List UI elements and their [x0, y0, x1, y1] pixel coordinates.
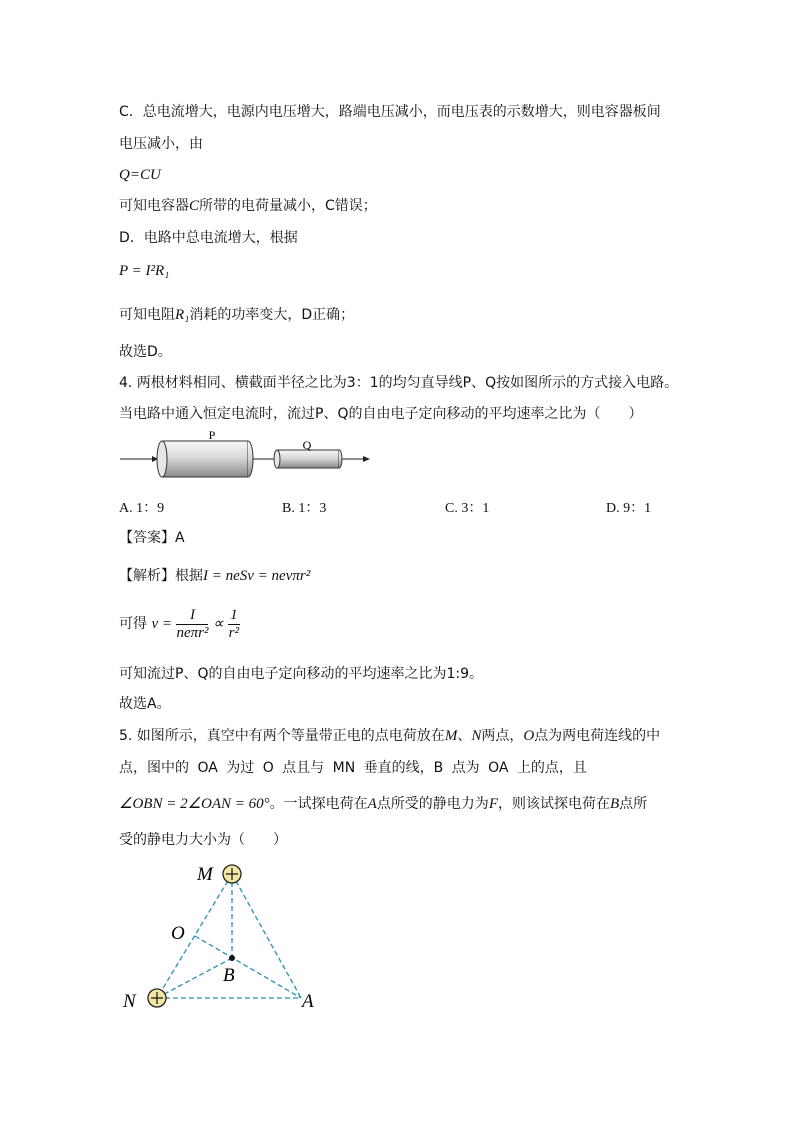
formula-current: I = neSv = nevπr²: [203, 568, 311, 584]
charge-m: [223, 865, 241, 883]
text: 点所: [619, 796, 648, 812]
choose-d: 故选D。: [119, 344, 172, 360]
q5-stem-line2: 点，图中的 OA 为过 O 点且与 MN 垂直的线，B 点为 OA 上的点，且: [119, 760, 587, 776]
text: 可知电阻: [119, 307, 175, 323]
q4-option-c[interactable]: C. 3：1: [445, 501, 490, 516]
label-a: A: [302, 991, 314, 1012]
fraction-inverse-square: [228, 607, 240, 642]
denominator: r²: [228, 624, 239, 641]
point-m: M: [444, 728, 458, 744]
q4-option-d[interactable]: D. 9：1: [606, 501, 652, 516]
q4-stem-line1: 4. 两根材料相同、横截面半径之比为3：1的均匀直导线P、Q按如图所示的方式接入电路。: [119, 375, 679, 391]
point-a: A: [367, 796, 377, 812]
variable-v: v =: [151, 616, 172, 632]
label-b: B: [223, 965, 235, 986]
numerator: 1: [230, 606, 238, 623]
output-arrow-icon: [363, 456, 370, 462]
wire-q-front: [274, 450, 280, 468]
option-c-explanation-line2: 电压减小，由: [119, 136, 203, 152]
line-ma: [232, 874, 301, 998]
q5-stem-line3: [119, 794, 647, 814]
text: 、: [457, 728, 472, 744]
q4-option-b[interactable]: B. 1：3: [282, 501, 327, 516]
wire-q-body: [277, 450, 339, 468]
proportional-symbol: ∝: [212, 616, 224, 632]
option-d-conclusion: [119, 305, 354, 325]
variable-r1: R₁: [175, 307, 190, 323]
label-m: M: [197, 864, 213, 885]
line-oa: [195, 936, 301, 998]
label-o: O: [171, 923, 185, 944]
text: ，则该试探电荷在: [497, 796, 610, 812]
option-d-explanation: D．电路中总电流增大，根据: [119, 230, 298, 246]
q5-charge-diagram: [115, 855, 335, 1020]
text: 5. 如图所示，真空中有两个等量带正电的点电荷放在: [119, 728, 445, 744]
q5-stem-line4: 受的静电力大小为（ ）: [119, 832, 287, 848]
charge-n: [148, 989, 166, 1007]
text: 两点，: [481, 728, 524, 744]
text: 可得: [119, 616, 147, 632]
denominator: neπr²: [176, 624, 209, 641]
label-p: P: [208, 428, 216, 442]
q4-option-a[interactable]: A. 1：9: [119, 501, 165, 516]
point-n: N: [471, 728, 482, 744]
point-o: O: [523, 728, 535, 744]
formula-q-cu: Q=CU: [119, 167, 161, 183]
numerator: I: [176, 607, 208, 625]
q4-derivation: [119, 606, 240, 642]
q4-answer: 【答案】A: [119, 530, 185, 546]
variable-c: C: [189, 198, 200, 214]
wire-p-body: [162, 441, 248, 477]
formula-angles: ∠OBN = 2∠OAN = 60°: [119, 796, 270, 812]
option-c-explanation-line1: C．总电流增大，电源内电压增大，路端电压减小，而电压表的示数增大，则电容器板间: [119, 104, 661, 120]
option-c-conclusion: [119, 196, 377, 216]
text: 【解析】根据: [119, 568, 203, 584]
q4-conclusion: 可知流过P、Q的自由电子定向移动的平均速率之比为1:9。: [119, 666, 483, 682]
text: 可知电容器: [119, 198, 189, 214]
fraction-velocity: [176, 607, 208, 642]
force-f: F: [488, 796, 498, 812]
q5-stem-line1: [119, 726, 660, 746]
choose-a: 故选A。: [119, 696, 171, 712]
text: 点为两电荷连线的中: [534, 728, 661, 744]
line-nb: [157, 958, 232, 998]
point-b-dot: [229, 955, 235, 961]
wire-q-end: [339, 450, 342, 468]
q4-wire-diagram: [118, 425, 378, 497]
formula-power: P = I²R₁: [119, 263, 170, 279]
label-n: N: [123, 991, 136, 1012]
q4-analysis: [119, 566, 310, 586]
text: 点所受的静电力为: [376, 796, 489, 812]
text: 所带的电荷量减小，C错误；: [199, 198, 377, 214]
text: 。一试探电荷在: [269, 796, 368, 812]
point-b: B: [609, 796, 620, 812]
line-mn: [157, 874, 232, 998]
wire-p-end: [248, 441, 253, 477]
wire-p-front: [157, 441, 167, 477]
label-q: Q: [302, 438, 312, 452]
text: 消耗的功率变大，D正确；: [189, 307, 355, 323]
q4-stem-line2: 当电路中通入恒定电流时，流过P、Q的自由电子定向移动的平均速率之比为（ ）: [119, 406, 643, 422]
